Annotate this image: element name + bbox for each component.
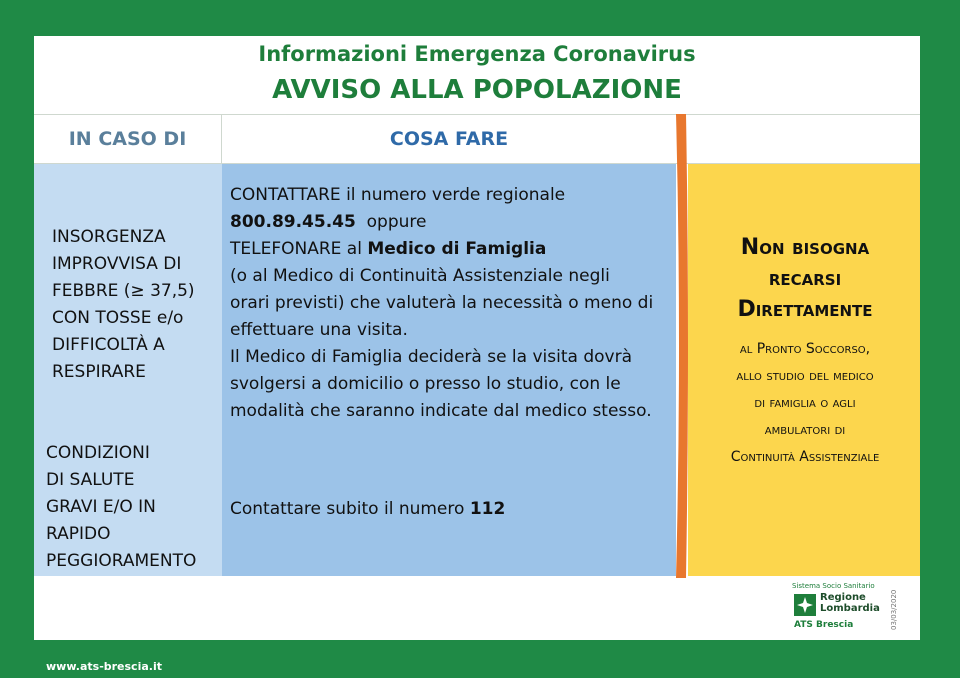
warning-heading-line: Non bisogna (740, 235, 870, 260)
action-line: Il Medico di Famiglia deciderà se la visita dovrà (230, 347, 632, 367)
family-doctor: Medico di Famiglia (367, 239, 547, 259)
logo-region-name (820, 592, 880, 614)
action-call: TELEFONARE al (230, 239, 368, 259)
case-fever-line: CON TOSSE e/o (52, 308, 184, 328)
case-fever-line: DIFFICOLTÀ A (52, 335, 165, 355)
case-severe (46, 440, 222, 575)
action-fever (230, 182, 678, 425)
case-fever-line: RESPIRARE (52, 362, 146, 382)
regione-cross-icon (794, 594, 816, 616)
action-line: (o al Medico di Continuità Assistenziale negli (230, 266, 610, 286)
warning-detail-line: allo studio del medico (736, 368, 874, 384)
footer-url: www.ats-brescia.it (46, 660, 162, 673)
logo-region-line: Regione (820, 592, 866, 603)
case-fever-line: IMPROVVISA DI (52, 254, 182, 274)
case-fever-line: FEBBRE (≥ 37,5) (52, 281, 195, 301)
warning-detail-line: al Pronto Soccorso, (739, 341, 871, 357)
case-severe-line: CONDIZIONI (46, 443, 150, 463)
warning-detail-line: ambulatori di (764, 422, 846, 438)
warning-heading-line: Direttamente (737, 297, 873, 322)
warning-detail (694, 336, 916, 471)
column-header-case: IN CASO DI (34, 115, 222, 163)
action-line: svolgersi a domicilio o presso lo studio, con le (230, 374, 621, 394)
date-stamp: 03/03/2020 (890, 589, 898, 630)
action-line (230, 236, 678, 263)
case-severe-line: GRAVI E/O IN (46, 497, 156, 517)
case-severe-line: PEGGIORAMENTO (46, 551, 197, 571)
case-fever (52, 224, 220, 386)
action-line: modalità che saranno indicate dal medico stesso. (230, 401, 652, 421)
warning-detail-line: Continuità Assistenziale (730, 449, 880, 465)
action-line (230, 209, 678, 236)
column-header-row (34, 114, 920, 164)
action-line: CONTATTARE il numero verde regionale (230, 185, 566, 205)
toll-free-number: 800.89.45.45 (230, 212, 356, 232)
action-severe (230, 496, 678, 523)
notice-subtitle: AVVISO ALLA POPOLAZIONE (272, 75, 682, 105)
action-or: oppure (355, 212, 427, 232)
notice-title: Informazioni Emergenza Coronavirus (258, 42, 696, 66)
logo-system-label: Sistema Socio Sanitario (792, 582, 875, 590)
warning-heading (694, 232, 916, 325)
warning-heading-line: recarsi (768, 266, 842, 291)
warning-detail-line: di famiglia o agli (754, 395, 856, 411)
column-header-action: COSA FARE (389, 128, 509, 150)
case-severe-line: DI SALUTE (46, 470, 135, 490)
notice-card (34, 36, 920, 640)
regione-lombardia-logo (792, 582, 892, 634)
action-line: orari previsti) che valuterà la necessità o meno di (230, 293, 654, 313)
action-severe-text: Contattare subito il numero (230, 499, 470, 519)
emergency-number: 112 (469, 499, 506, 519)
case-severe-line: RAPIDO (46, 524, 111, 544)
logo-region-line: Lombardia (820, 603, 880, 614)
logo-ats-label: ATS Brescia (794, 620, 854, 630)
action-line: effettuare una visita. (230, 320, 408, 340)
case-fever-line: INSORGENZA (52, 227, 166, 247)
